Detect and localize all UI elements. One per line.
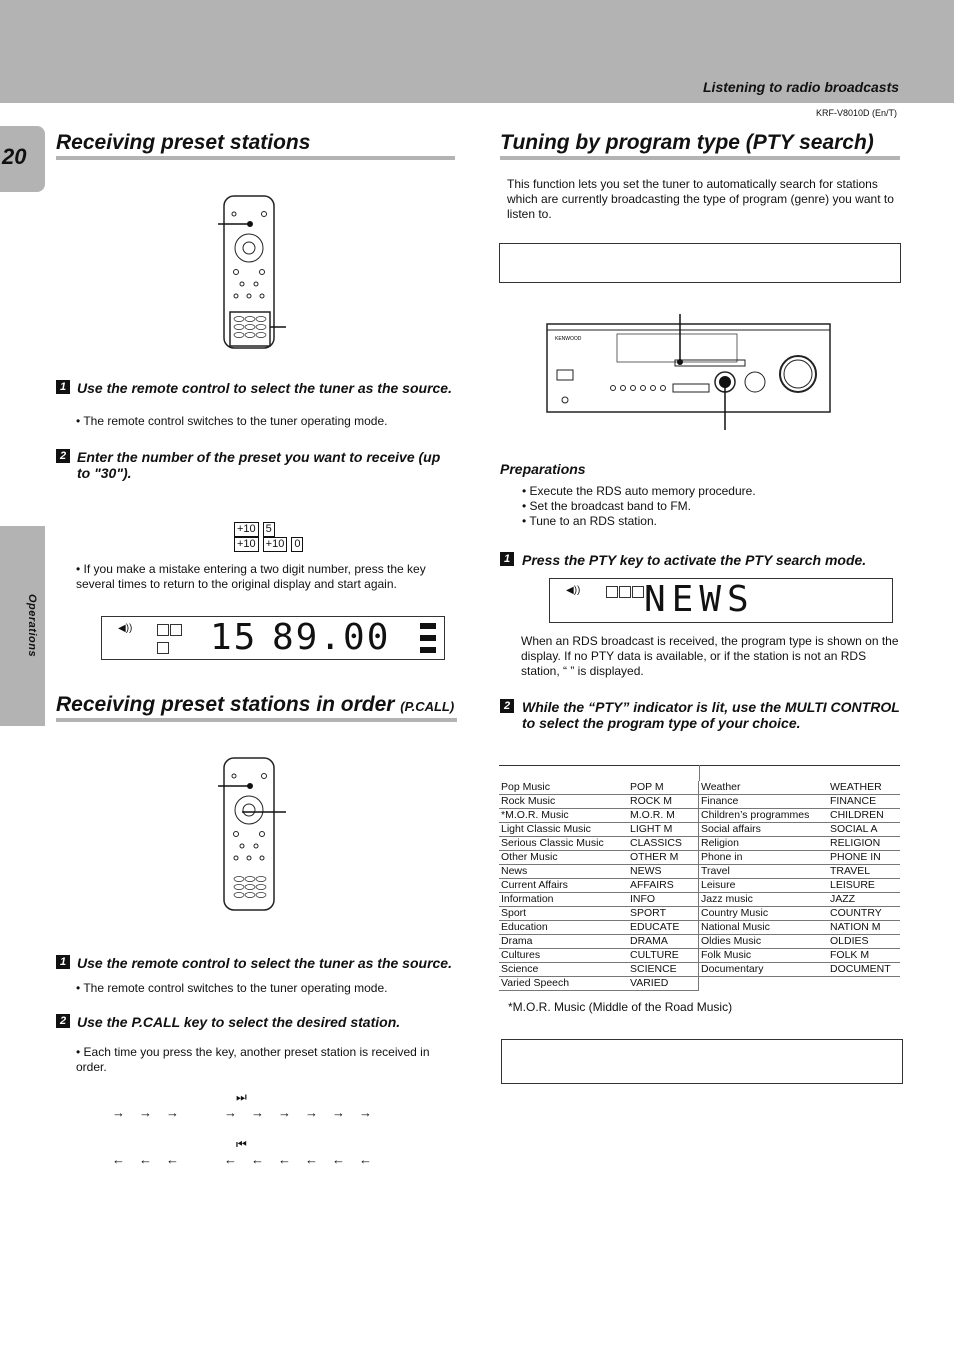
notice-box — [499, 243, 901, 283]
pty-program-type: Folk Music — [699, 949, 828, 963]
remote-control-illustration — [212, 192, 292, 352]
pty-display-code: JAZZ — [828, 893, 900, 907]
prev-icon: ⏮ — [236, 1137, 247, 1151]
step-number: 1 — [56, 955, 70, 969]
digit-key: 0 — [291, 537, 303, 552]
pty-display-code: SOCIAL A — [828, 823, 900, 837]
mor-note: *M.O.R. Music (Middle of the Road Music) — [508, 1000, 733, 1014]
pty-row — [699, 921, 900, 935]
step-number: 1 — [500, 552, 514, 566]
side-tab — [0, 526, 45, 726]
page-number: 20 — [2, 144, 27, 169]
segment-placeholders — [606, 585, 644, 603]
pty-intro: This function lets you set the tuner to automatically search for stations which are currently broadcasting the type of program (genre) you want to listen to. — [507, 177, 894, 221]
step-number: 2 — [56, 449, 70, 463]
pty-program-type: *M.O.R. Music — [499, 809, 628, 823]
title-preset-in-order-text: Receiving preset stations in order — [56, 693, 395, 716]
pty-display-code: VARIED — [628, 977, 699, 991]
pty-program-type: Other Music — [499, 851, 628, 865]
pty-program-type: Finance — [699, 795, 828, 809]
pty-program-type: Phone in — [699, 851, 828, 865]
pty-display-code: CLASSICS — [628, 837, 699, 851]
step-select-tuner: Use the remote control to select the tuner as the source. — [77, 955, 452, 971]
pty-table-right — [699, 781, 900, 977]
pty-display-code: EDUCATE — [628, 921, 699, 935]
pty-row — [499, 865, 699, 879]
pty-program-type: Documentary — [699, 963, 828, 977]
step-multi-control: While the “PTY” indicator is lit, use the MULTI CONTROL to select the program type of your choice. — [522, 699, 900, 731]
pty-row — [699, 809, 900, 823]
prep-item: • Set the broadcast band to FM. — [522, 499, 691, 514]
forward-arrows: →→→→→→ — [224, 1105, 386, 1120]
pty-program-type: Science — [499, 963, 628, 977]
pty-row — [499, 781, 699, 795]
receiver-front-panel — [545, 312, 835, 432]
backward-arrows: ←←←←←← — [224, 1152, 386, 1167]
plus10-key: +10 — [263, 537, 288, 552]
remote-control-illustration — [212, 754, 292, 914]
pty-program-type: News — [499, 865, 628, 879]
backward-arrows: ←←← — [112, 1152, 193, 1167]
lcd-display-preset — [101, 616, 445, 660]
pty-row — [699, 781, 900, 795]
pty-row — [499, 795, 699, 809]
pty-program-type: Serious Classic Music — [499, 837, 628, 851]
pty-display-code: WEATHER — [828, 781, 900, 795]
step-note: • The remote control switches to the tuner operating mode. — [76, 981, 388, 996]
lcd-display-pty — [549, 578, 893, 623]
level-bar — [420, 623, 436, 629]
pty-row — [699, 935, 900, 949]
pty-program-type: Light Classic Music — [499, 823, 628, 837]
side-tab-label: Operations — [26, 594, 38, 658]
step-press-pty: Press the PTY key to activate the PTY search mode. — [522, 552, 867, 568]
notice-box — [501, 1039, 903, 1084]
pty-display-code: LIGHT M — [628, 823, 699, 837]
title-pcall-suffix: (P.CALL) — [400, 699, 455, 714]
title-rule — [56, 718, 457, 722]
model-number: KRF-V8010D (En/T) — [816, 108, 898, 118]
pty-display-code: POP M — [628, 781, 699, 795]
step-note: • Each time you press the key, another preset station is received in order. — [76, 1045, 461, 1075]
pty-display-code: AFFAIRS — [628, 879, 699, 893]
step-pcall-key: Use the P.CALL key to select the desired station. — [77, 1014, 401, 1030]
pty-row — [699, 879, 900, 893]
prep-item: • Execute the RDS auto memory procedure. — [522, 484, 756, 499]
lcd-pty-text: NEWS — [644, 579, 755, 620]
pty-display-code: FINANCE — [828, 795, 900, 809]
pty-program-type: Jazz music — [699, 893, 828, 907]
pty-program-type: Sport — [499, 907, 628, 921]
pty-row — [699, 907, 900, 921]
rds-icon: ◀)) — [118, 623, 133, 634]
pty-row — [499, 823, 699, 837]
segment-placeholders — [157, 623, 193, 653]
pty-program-type: Current Affairs — [499, 879, 628, 893]
pty-row — [699, 963, 900, 977]
step-note: • The remote control switches to the tuner operating mode. — [76, 414, 388, 429]
prep-item: • Tune to an RDS station. — [522, 514, 657, 529]
preparations-heading: Preparations — [500, 461, 586, 477]
pty-program-type: Social affairs — [699, 823, 828, 837]
brand-logo: KENWOOD — [555, 336, 582, 342]
section-label: Listening to radio broadcasts — [703, 79, 900, 95]
pty-display-code: OLDIES — [828, 935, 900, 949]
mistake-note: • If you make a mistake entering a two digit number, press the key several times to return to the original display and start again. — [76, 562, 461, 592]
pty-program-type: Varied Speech — [499, 977, 628, 991]
pty-display-code: INFO — [628, 893, 699, 907]
pty-row — [499, 935, 699, 949]
pty-display-code: ROCK M — [628, 795, 699, 809]
pty-row — [499, 949, 699, 963]
level-bar — [420, 635, 436, 641]
pty-program-type: Drama — [499, 935, 628, 949]
level-bar — [420, 647, 436, 653]
pty-row — [699, 837, 900, 851]
pty-row — [699, 795, 900, 809]
title-pty-search: Tuning by program type (PTY search) — [500, 131, 874, 154]
rds-icon: ◀)) — [566, 585, 581, 596]
pty-program-type: National Music — [699, 921, 828, 935]
title-rule — [56, 156, 455, 160]
pty-display-code: NATION M — [828, 921, 900, 935]
rds-note: When an RDS broadcast is received, the program type is shown on the display. If no PTY data is available, or if the station is not an RDS station, “ ” is displayed. — [521, 634, 899, 678]
forward-arrows: →→→ — [112, 1105, 193, 1120]
pty-row — [699, 851, 900, 865]
step-select-tuner: Use the remote control to select the tuner as the source. — [77, 380, 452, 396]
pty-program-type: Children’s programmes — [699, 809, 828, 823]
pty-program-type: Rock Music — [499, 795, 628, 809]
pty-program-type: Country Music — [699, 907, 828, 921]
pty-row — [499, 879, 699, 893]
lcd-frequency: 89.00 — [272, 617, 391, 658]
pty-display-code: COUNTRY — [828, 907, 900, 921]
pty-table-divider — [699, 765, 700, 781]
lcd-preset-number: 15 — [210, 617, 258, 658]
plus10-key: +10 — [234, 537, 259, 552]
pty-display-code: DRAMA — [628, 935, 699, 949]
pty-row — [499, 851, 699, 865]
step-number: 1 — [56, 380, 70, 394]
pty-display-code: CULTURE — [628, 949, 699, 963]
digit-key: 5 — [263, 522, 275, 537]
pty-program-type: Religion — [699, 837, 828, 851]
pty-row — [499, 977, 699, 991]
pty-row — [499, 963, 699, 977]
pty-program-type: Weather — [699, 781, 828, 795]
pty-row — [699, 949, 900, 963]
next-icon: ⏭ — [236, 1090, 247, 1104]
step-number: 2 — [56, 1014, 70, 1028]
pty-row — [499, 921, 699, 935]
pty-row — [699, 865, 900, 879]
pty-program-type: Education — [499, 921, 628, 935]
title-receiving-preset: Receiving preset stations — [56, 131, 311, 154]
pty-row — [499, 837, 699, 851]
pty-display-code: OTHER M — [628, 851, 699, 865]
pty-table-left — [499, 781, 699, 991]
pty-display-code: CHILDREN — [828, 809, 900, 823]
pty-display-code: SPORT — [628, 907, 699, 921]
pty-display-code: FOLK M — [828, 949, 900, 963]
pty-program-type: Pop Music — [499, 781, 628, 795]
pty-display-code: RELIGION — [828, 837, 900, 851]
pty-program-type: Leisure — [699, 879, 828, 893]
pty-program-type: Cultures — [499, 949, 628, 963]
pty-display-code: TRAVEL — [828, 865, 900, 879]
pty-row — [499, 893, 699, 907]
pty-display-code: M.O.R. M — [628, 809, 699, 823]
step-number: 2 — [500, 699, 514, 713]
pty-row — [699, 823, 900, 837]
pty-row — [499, 907, 699, 921]
pty-display-code: LEISURE — [828, 879, 900, 893]
title-rule — [500, 156, 900, 160]
pty-program-type: Travel — [699, 865, 828, 879]
plus10-key: +10 — [234, 522, 259, 537]
pty-program-type: Information — [499, 893, 628, 907]
pty-row — [499, 809, 699, 823]
pty-display-code: NEWS — [628, 865, 699, 879]
pty-row — [699, 893, 900, 907]
pty-display-code: SCIENCE — [628, 963, 699, 977]
pty-display-code: DOCUMENT — [828, 963, 900, 977]
title-preset-in-order — [56, 693, 454, 717]
pty-program-type: Oldies Music — [699, 935, 828, 949]
step-enter-preset: Enter the number of the preset you want to receive (up to "30"). — [77, 449, 441, 481]
pty-display-code: PHONE IN — [828, 851, 900, 865]
key-sequence-2 — [234, 534, 307, 552]
